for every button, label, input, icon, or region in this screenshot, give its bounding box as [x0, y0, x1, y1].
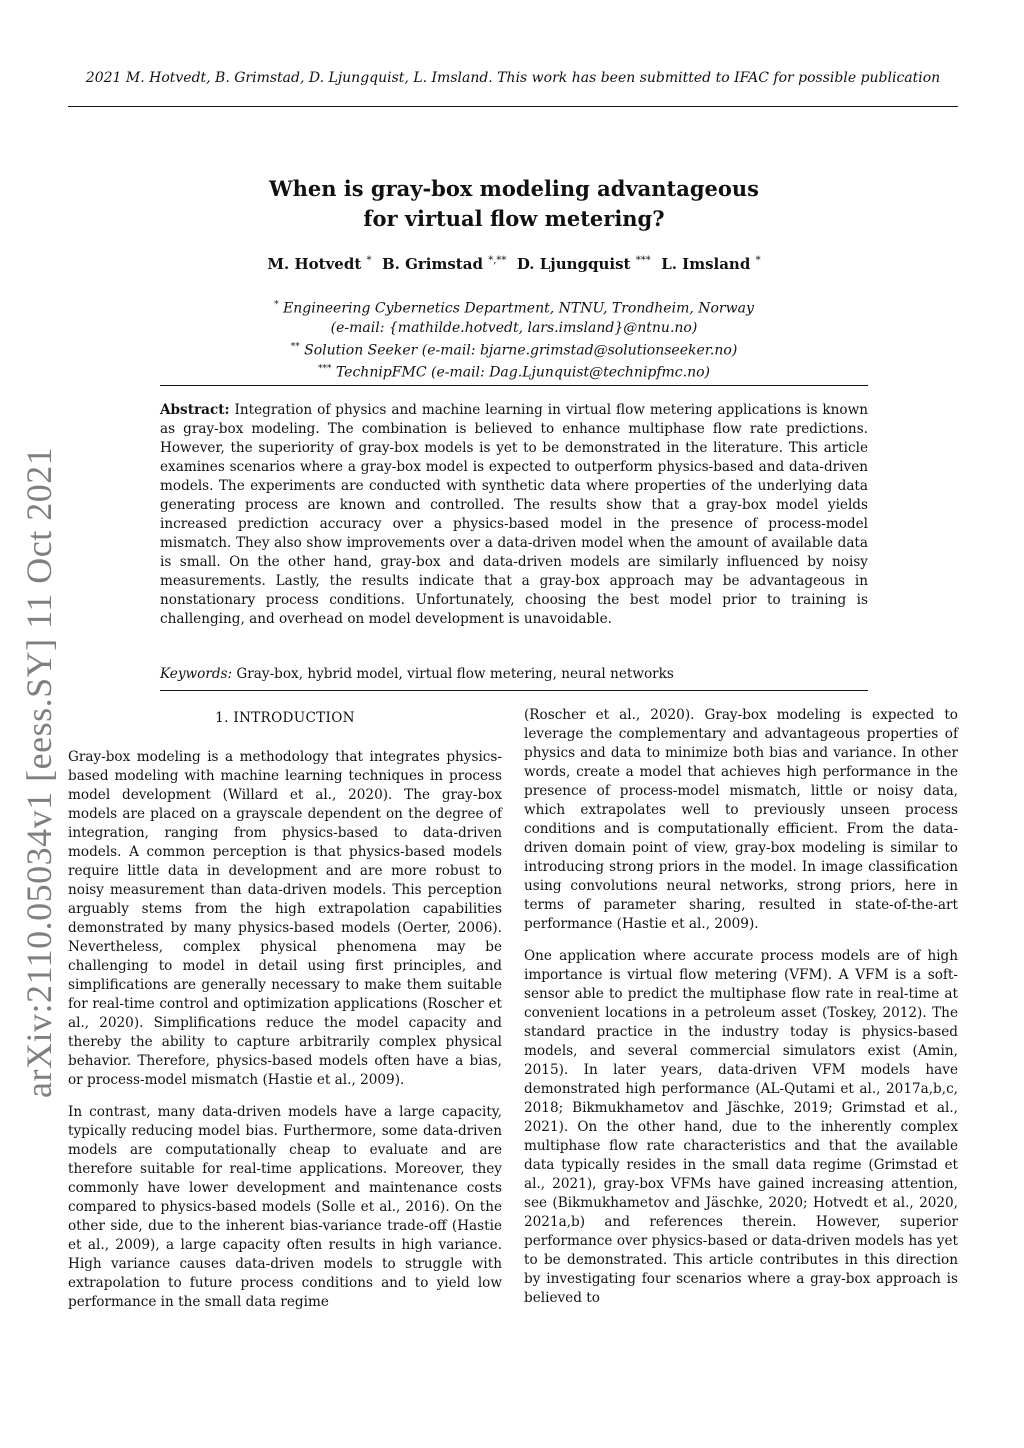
abstract — [160, 401, 868, 629]
author-name: L. Imsland — [661, 255, 751, 273]
section-heading: 1. INTRODUCTION — [215, 710, 355, 726]
keywords-text: Gray-box, hybrid model, virtual flow metering, neural networks — [236, 666, 674, 682]
abstract-label: Abstract: — [160, 402, 230, 418]
paper-title — [160, 174, 868, 234]
author-3 — [517, 255, 651, 273]
author-affil-mark: *** — [635, 255, 651, 266]
author-affil-mark: * — [755, 255, 761, 266]
author-affil-mark: * — [366, 255, 372, 266]
right-column — [524, 706, 958, 1321]
keywords-bottom-rule — [160, 690, 868, 691]
affil-text: Engineering Cybernetics Department, NTNU, Trondheim, Norway — [283, 300, 754, 317]
paragraph: One application where accurate process models are of high importance is virtual flow metering (VFM). A VFM is a soft-sensor able to predict the multiphase flow rate in real-time at convenient locations in a petroleum asset (Toskey, 2012). The standard practice in the industry today is physics-based models, and several commercial simulators exist (Amin, 2015). In later years, data-driven VFM models have demonstrated high performance (AL-Qutami et al., 2017a,b,c, 2018; Bikmukhametov and Jäschke, 2019; Grimstad et al., 2021). On the other hand, due to the inherently complex multiphase flow rate characteristics and that the available data typically resides in the small data regime (Grimstad et al., 2021), gray-box VFMs have gained increasing attention, see (Bikmukhametov and Jäschke, 2020; Hotvedt et al., 2020, 2021a,b) and references therein. However, superior performance over physics-based or data-driven models has yet to be demonstrated. This article contributes in this direction by investigating four scenarios where a gray-box approach is believed to — [524, 948, 958, 1306]
arxiv-stamp: arXiv:2110.05034v1 [eess.SY] 11 Oct 2021 — [19, 446, 59, 1098]
author-list — [160, 255, 868, 273]
keywords — [160, 665, 868, 684]
title-line-1: When is gray-box modeling advantageous — [268, 176, 759, 201]
keywords-label: Keywords: — [160, 666, 233, 682]
affil-text: (e-mail: {mathilde.hotvedt, lars.imsland}@ntnu.no) — [330, 319, 698, 336]
affiliation-3 — [160, 360, 868, 383]
abstract-top-rule — [160, 385, 868, 386]
paragraph: Gray-box modeling is a methodology that integrates physics-based modeling with machine learning techniques in process model development (Willard et al., 2020). The gray-box models are placed on a grayscale dependent on the degree of integration, ranging from physics-based to data-driven models. A common perception is that physics-based models require little data in development and are more robust to noisy measurement than data-driven models. This perception arguably stems from the high extrapolation capabilities demonstrated by many physics-based models (Oerter, 2006). Nevertheless, complex physical phenomena may be challenging to model in detail using first principles, and simplifications are generally necessary to make them suitable for real-time control and optimization applications (Roscher et al., 2020). Simplifications reduce the model capacity and thereby the ability to capture arbitrarily complex physical behavior. Therefore, physics-based models often have a bias, or process-model mismatch (Hastie et al., 2009). — [68, 749, 502, 1088]
author-2 — [382, 255, 506, 273]
paragraph: (Roscher et al., 2020). Gray-box modeling is expected to leverage the complementary and advantageous properties of physics and data to minimize both bias and variance. In other words, create a model that achieves high performance in the presence of process-model mismatch, little or noisy data, which extrapolates well to previously unseen process conditions and is computationally efficient. From the data-driven domain point of view, gray-box modeling is similar to introducing strong priors in the model. In image classification using convolutions neural networks, strong priors, here in terms of parameter sharing, resulted in state-of-the-art performance (Hastie et al., 2009). — [524, 707, 958, 932]
title-line-2: for virtual flow metering? — [363, 206, 665, 231]
affiliation-1-email — [160, 319, 868, 338]
affiliation-1 — [160, 296, 868, 319]
affiliation-2 — [160, 338, 868, 361]
affil-mark: *** — [317, 364, 332, 375]
affil-text: Solution Seeker (e-mail: bjarne.grimstad@solutionseeker.no) — [304, 342, 738, 359]
affil-mark: ** — [290, 341, 300, 352]
abstract-text: Integration of physics and machine learning in virtual flow metering applications is known as gray-box modeling. The combination is believed to enhance multiphase flow rate predictions. However, the superiority of gray-box models is yet to be demonstrated in the literature. This article examines scenarios where a gray-box model is expected to outperform physics-based and data-driven models. The experiments are conducted with synthetic data where properties of the underlying data generating process are known and controlled. The results show that a gray-box model yields increased prediction accuracy over a physics-based model in the presence of process-model mismatch. They also show improvements over a data-driven model when the amount of available data is small. On the other hand, gray-box and data-driven models are similarly influenced by noisy measurements. Lastly, the results indicate that a gray-box approach may be advantageous in nonstationary process conditions. Unfortunately, choosing the best model prior to training is challenging, and overhead on model development is unavoidable. — [160, 402, 868, 627]
author-name: D. Ljungquist — [516, 255, 631, 273]
affiliations — [160, 296, 868, 383]
affil-text: TechnipFMC (e-mail: Dag.Ljunquist@technipfmc.no) — [335, 364, 711, 381]
running-header: 2021 M. Hotvedt, B. Grimstad, D. Ljungquist, L. Imsland. This work has been submitted to IFAC for possible publication — [85, 70, 941, 86]
author-1 — [267, 255, 371, 273]
paragraph: In contrast, many data-driven models have a large capacity, typically reducing model bias. Furthermore, some data-driven models are computationally cheap to evaluate and are therefore suitable for real-time applications. Moreover, they commonly have lower development and maintenance costs compared to physics-based models (Solle et al., 2016). On the other side, due to the inherent bias-variance trade-off (Hastie et al., 2009), a large capacity often results in high variance. High variance causes data-driven models to struggle with extrapolation to future process conditions and to yield low performance in the small data regime — [68, 1104, 502, 1310]
author-4 — [661, 255, 760, 273]
header-rule — [68, 106, 958, 107]
author-name: B. Grimstad — [381, 255, 483, 273]
affil-mark: * — [274, 300, 279, 310]
author-affil-mark: *,** — [488, 255, 507, 266]
author-name: M. Hotvedt — [267, 255, 362, 273]
left-column — [68, 706, 502, 1325]
